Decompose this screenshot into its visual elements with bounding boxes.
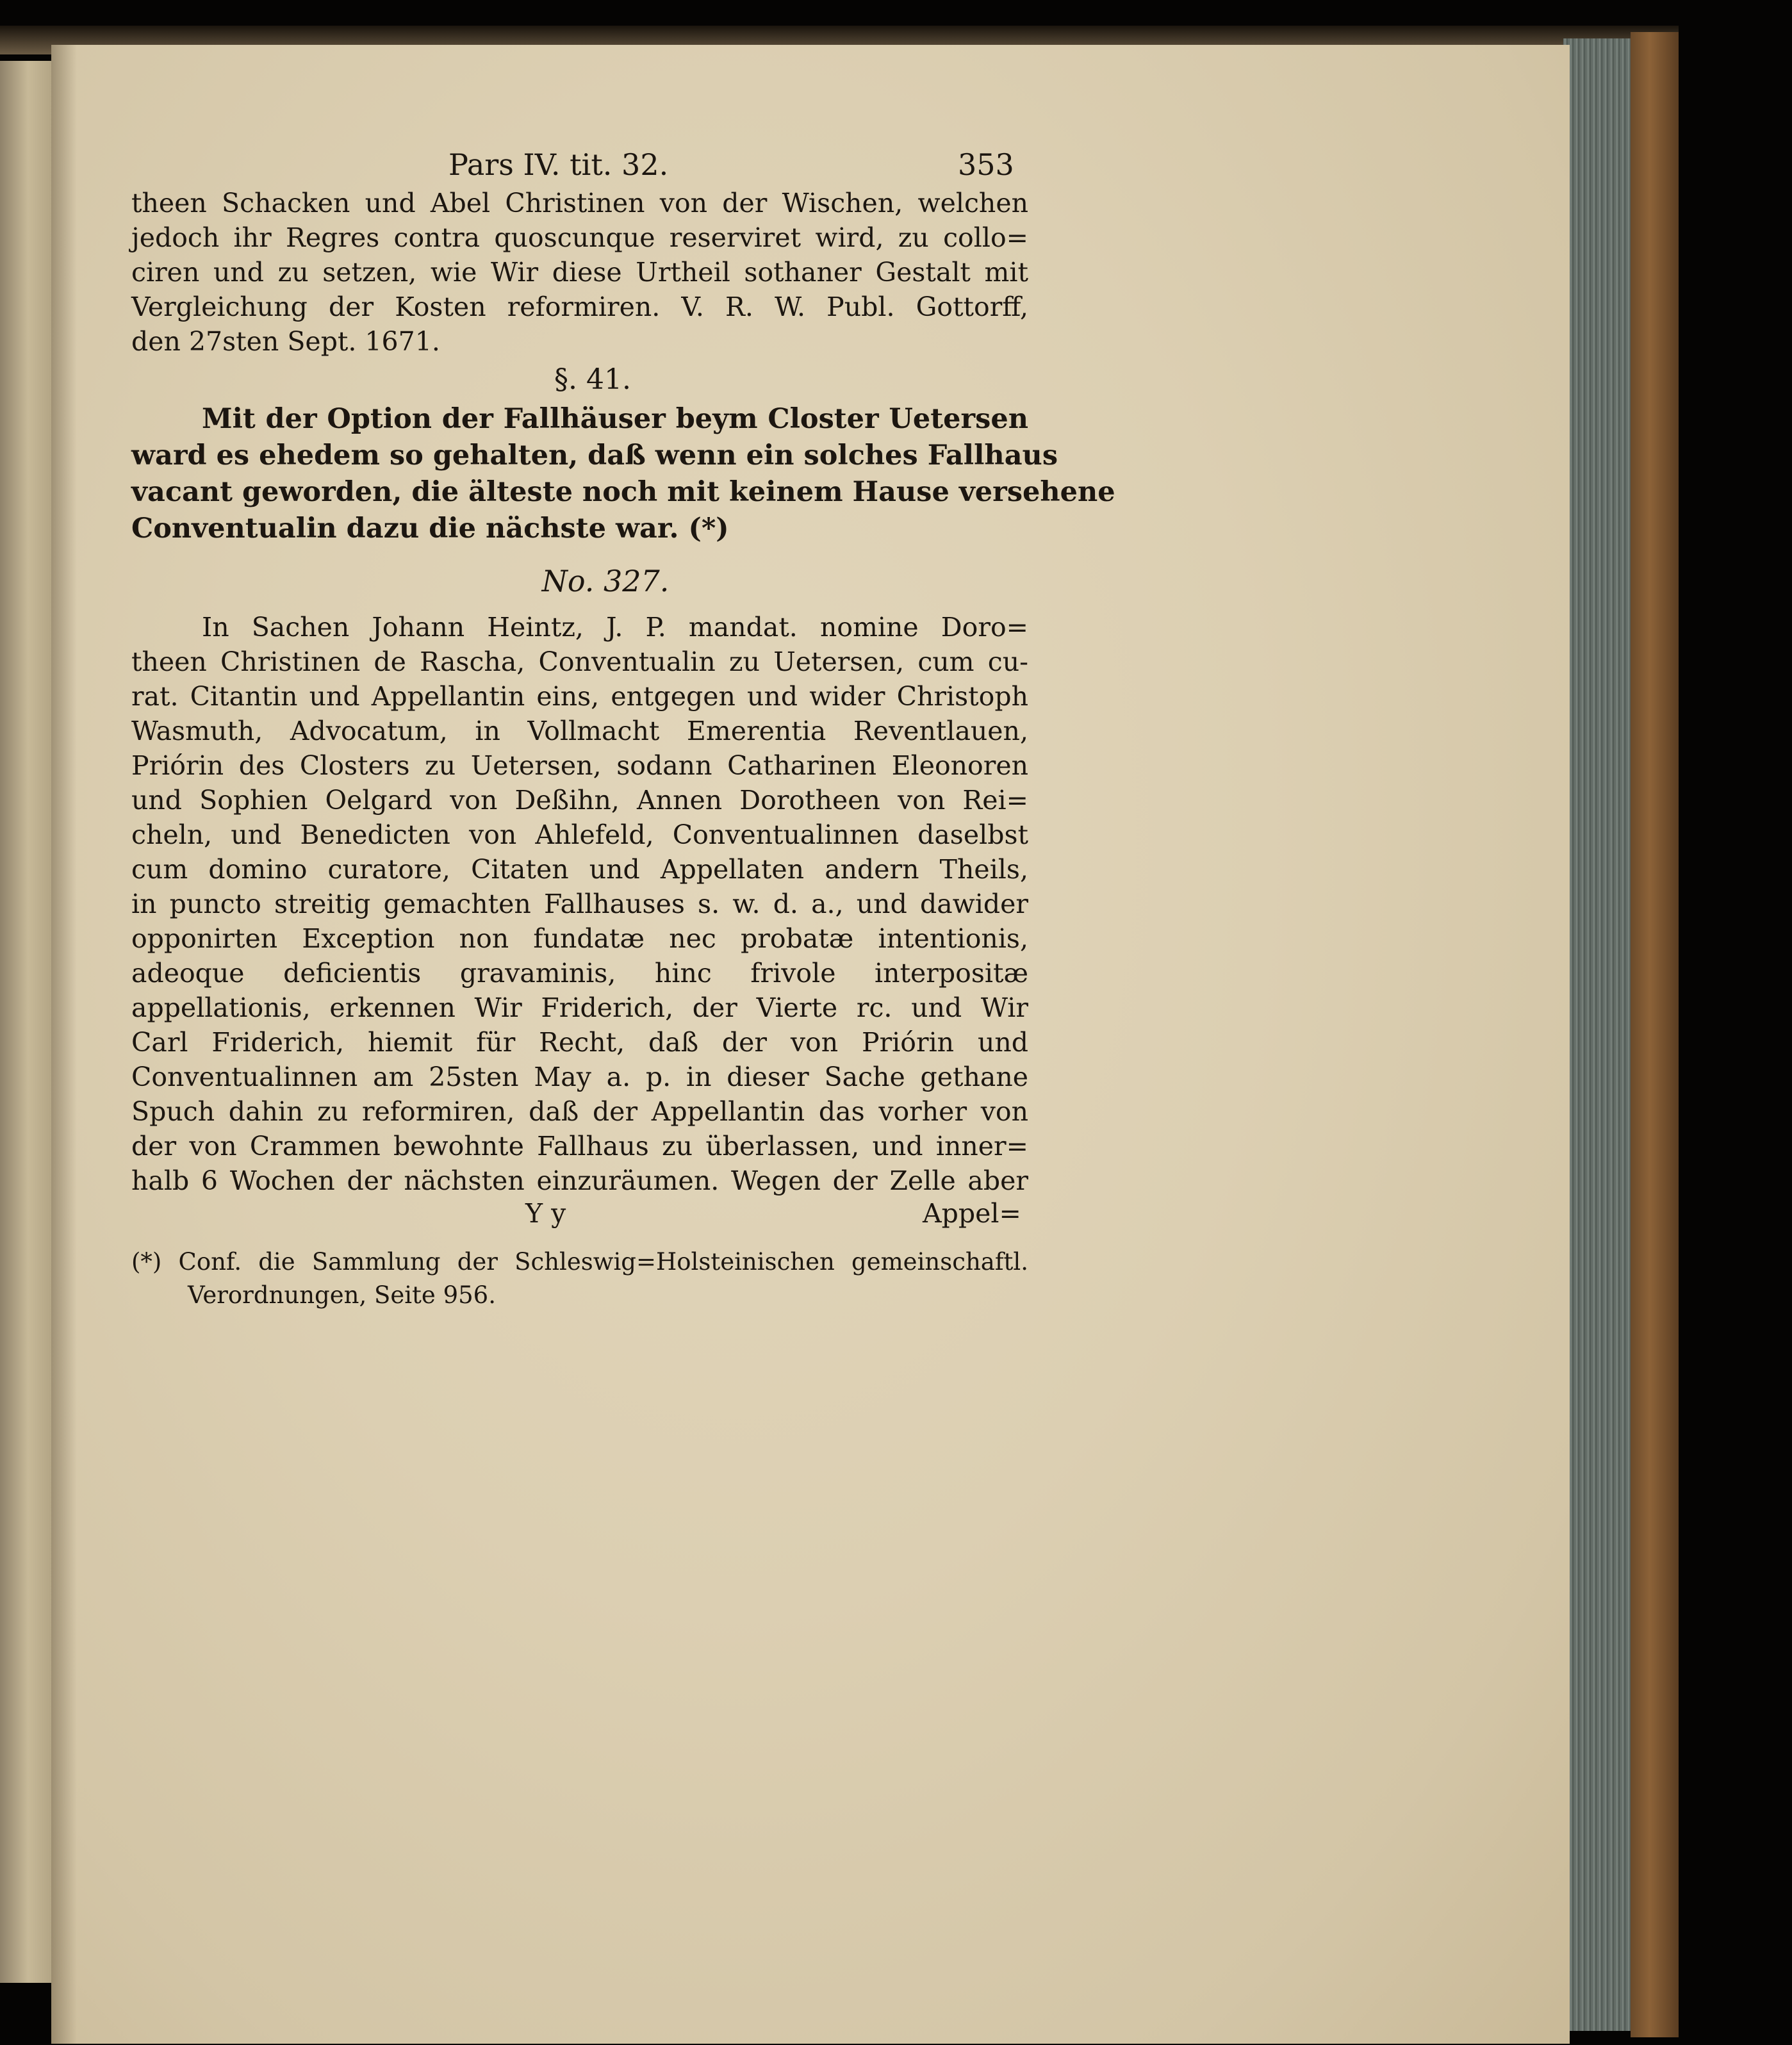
text-line: opponirten Exception non fundatæ nec probatæ intentionis, — [131, 923, 1028, 954]
text-line: den 27sten Sept. 1671. — [131, 326, 440, 357]
text-line: Conventualinnen am 25sten May a. p. in dieser Sache gethane — [131, 1062, 1028, 1092]
text-line: in puncto streitig gemachten Fallhauses s. w. d. a., und dawider — [131, 889, 1028, 919]
text-line: ward es ehedem so gehalten, daß wenn ein solches Fallhaus — [131, 439, 1058, 472]
text-line: Wasmuth, Advocatum, in Vollmacht Emerentia Reventlauen, — [131, 716, 1028, 746]
text-line: halb 6 Wochen der nächsten einzuräumen. Wegen der Zelle aber — [131, 1165, 1028, 1196]
text-line: appellationis, erkennen Wir Friderich, der Vierte rc. und Wir — [131, 992, 1028, 1023]
footnote — [131, 1245, 1028, 1312]
opening-paragraph — [131, 186, 1028, 359]
text-line: und Sophien Oelgard von Deßihn, Annen Dorotheen von Rei= — [131, 785, 1028, 816]
text-line: Mit der Option der Fallhäuser beym Closter Uetersen — [202, 403, 1028, 435]
text-line: theen Schacken und Abel Christinen von der Wischen, welchen — [131, 188, 1028, 218]
text-line: cheln, und Benedicten von Ahlefeld, Conventualinnen daselbst — [131, 819, 1028, 850]
text-line: cum domino curatore, Citaten und Appellaten andern Theils, — [131, 854, 1028, 885]
text-line: jedoch ihr Regres contra quoscunque reserviret wird, zu collo= — [131, 222, 1028, 253]
text-line: theen Christinen de Rascha, Conventualin zu Uetersen, cum cu- — [131, 646, 1028, 677]
signature-mark: Y y — [525, 1198, 566, 1229]
text-line: In Sachen Johann Heintz, J. P. mandat. nomine Doro= — [202, 612, 1028, 643]
running-title: Pars IV. tit. 32. — [448, 147, 669, 182]
text-line: Spuch dahin zu reformiren, daß der Appellantin das vorher von — [131, 1096, 1028, 1127]
text-line: Priórin des Closters zu Uetersen, sodann Catharinen Eleonoren — [131, 750, 1028, 781]
text-line: ciren und zu setzen, wie Wir diese Urtheil sothaner Gestalt mit — [131, 257, 1028, 288]
text-line: Vergleichung der Kosten reformiren. V. R. W. Publ. Gottorff, — [131, 292, 1028, 322]
book-cover-edge — [1631, 32, 1679, 2037]
text-line: rat. Citantin und Appellantin eins, entgegen und wider Christoph — [131, 681, 1028, 712]
case-paragraph — [131, 610, 1028, 1198]
page-block-edge — [1563, 38, 1634, 2031]
signature-row — [131, 1198, 1028, 1234]
section-label: §. 41. — [554, 363, 631, 396]
page-gutter-shadow — [51, 45, 77, 2044]
footnote-line: Verordnungen, Seite 956. — [188, 1281, 496, 1309]
footnote-line: (*) Conf. die Sammlung der Schleswig=Holsteinischen gemeinschaftl. — [131, 1248, 1028, 1276]
left-page-edge — [0, 61, 51, 1983]
text-line: Conventualin dazu die nächste war. (*) — [131, 513, 729, 545]
case-number: No. 327. — [541, 564, 670, 598]
section-paragraph — [131, 401, 1115, 547]
text-line: vacant geworden, die älteste noch mit keinem Hause versehene — [131, 476, 1115, 508]
running-header — [131, 147, 1028, 186]
page-text — [131, 147, 1115, 1312]
text-line: Carl Friderich, hiemit für Recht, daß der von Priórin und — [131, 1027, 1028, 1058]
text-line: der von Crammen bewohnte Fallhaus zu überlassen, und inner= — [131, 1131, 1028, 1162]
text-line: adeoque deficientis gravaminis, hinc frivole interpositæ — [131, 958, 1028, 989]
catchword: Appel= — [923, 1198, 1021, 1229]
page-number: 353 — [958, 147, 1014, 182]
